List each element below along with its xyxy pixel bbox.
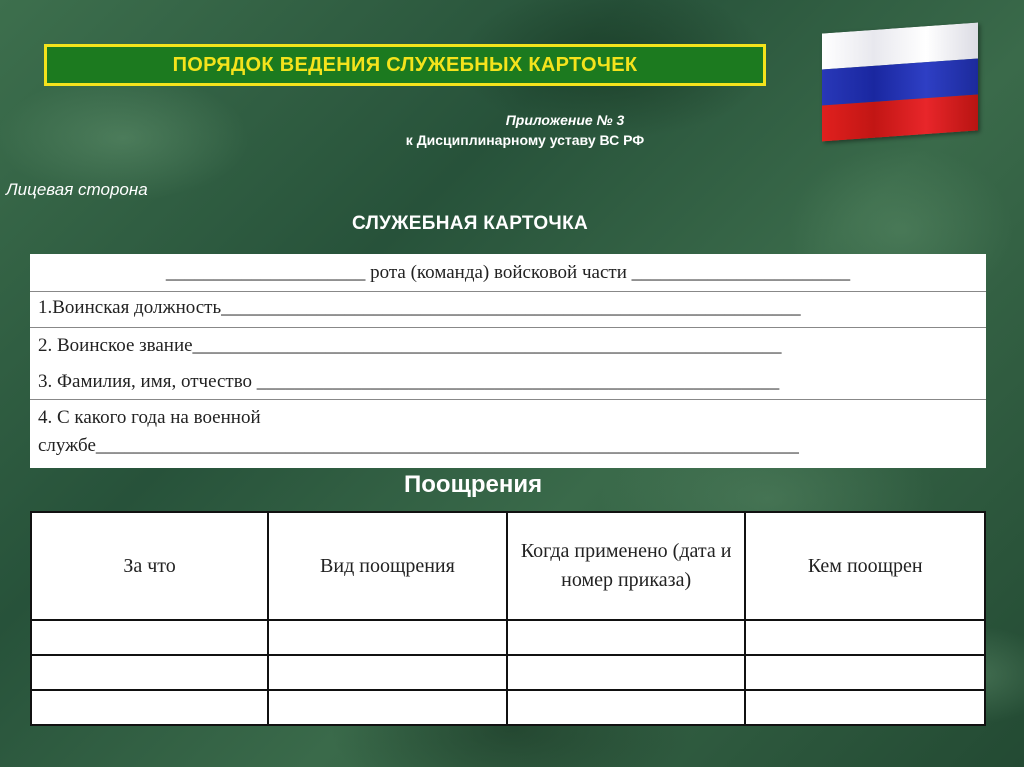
rewards-table [30,511,986,726]
table-row [31,620,985,655]
table-cell [507,620,746,655]
card-row-rank: 2. Воинское звание______________________________________________________________ [38,335,782,356]
card-row-company: _____________________ рота (команда) войсковой части _______________________ [30,254,986,292]
appendix-reference: к Дисциплинарному уставу ВС РФ [405,132,645,148]
table-cell [507,690,746,725]
title-banner [44,44,766,86]
card-row-position: 1.Воинская должность_____________________________________________________________ [30,292,986,328]
table-row [31,655,985,690]
table-row [31,690,985,725]
table-cell [268,620,507,655]
table-cell [745,690,985,725]
column-header-reward-type: Вид поощрения [268,512,507,620]
column-header-when-applied: Когда применено (дата и номер приказа) [507,512,746,620]
side-label: Лицевая сторона [6,180,148,199]
column-header-rewarded-by: Кем поощрен [745,512,985,620]
appendix-note [380,110,670,150]
service-card-form [30,254,986,468]
table-cell [745,620,985,655]
rewards-header-row [31,512,985,620]
card-row-service-year: 4. С какого года на военной службе__________________________________________________________________________ [38,407,799,456]
table-cell [268,655,507,690]
table-cell [745,655,985,690]
table-cell [31,690,268,725]
appendix-number: Приложение № 3 [505,112,625,128]
table-cell [31,620,268,655]
card-row-full-name: 3. Фамилия, имя, отчество _______________________________________________________ [30,364,986,400]
table-cell [268,690,507,725]
column-header-reason: За что [31,512,268,620]
rewards-title: Поощрения [404,471,543,498]
card-title: СЛУЖЕБНАЯ КАРТОЧКА [352,213,588,234]
table-cell [507,655,746,690]
table-cell [31,655,268,690]
page-title: ПОРЯДОК ВЕДЕНИЯ СЛУЖЕБНЫХ КАРТОЧЕК [172,53,638,76]
russian-flag-icon [822,23,978,142]
